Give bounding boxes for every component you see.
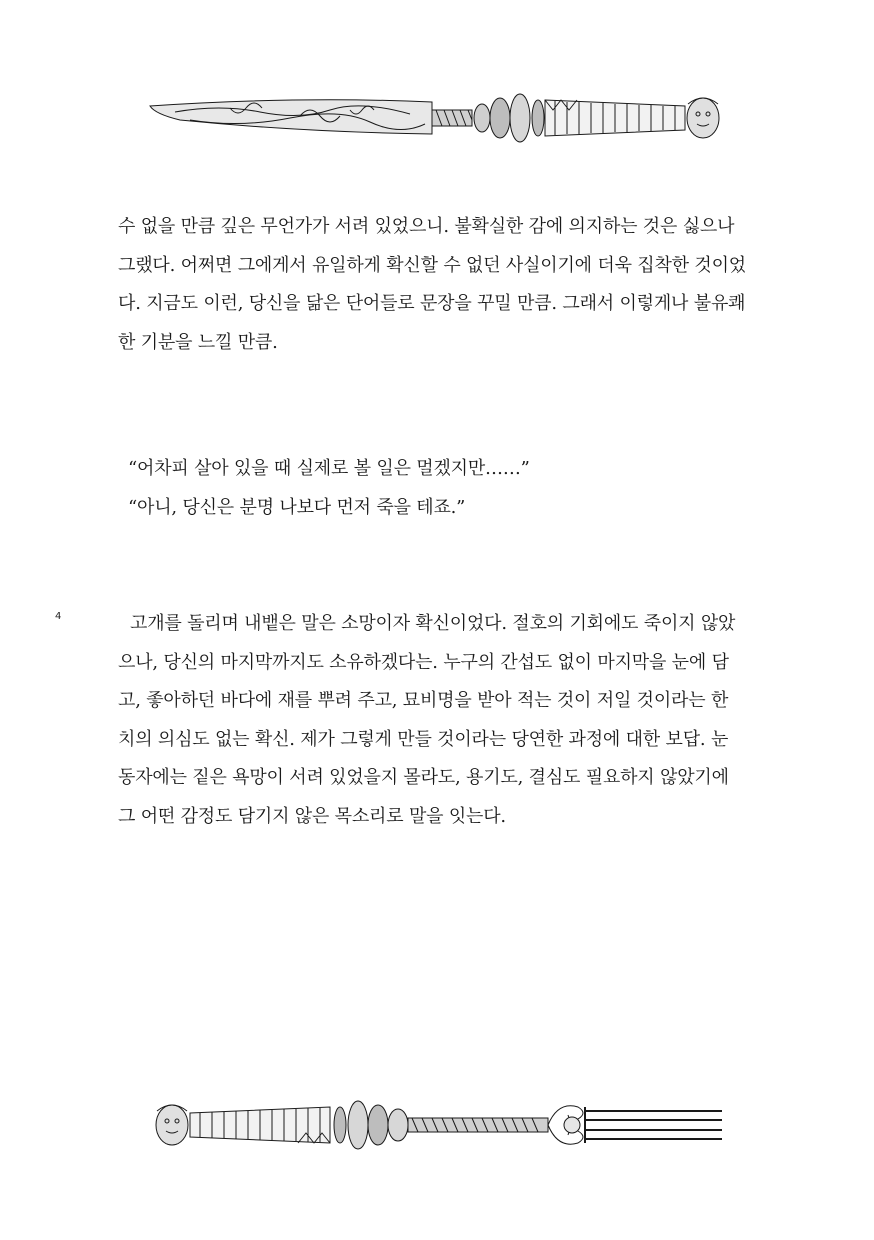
- fork-illustration: [0, 1095, 874, 1155]
- text-line: 수 없을 만큼 깊은 무언가가 서려 있었으니. 불확실한 감에 의지하는 것은 싫으나: [118, 216, 735, 237]
- text-line: 그 어떤 감정도 담기지 않은 목소리로 말을 잇는다.: [118, 805, 506, 827]
- paragraph-1: [118, 208, 758, 362]
- paragraph-2: [118, 605, 758, 836]
- dialogue-line: “아니, 당신은 분명 나보다 먼저 죽을 테죠.”: [128, 496, 466, 518]
- text-line: 다. 지금도 이런, 당신을 닮은 단어들로 문장을 꾸밀 만큼. 그래서 이렇게나 불유쾌: [118, 293, 746, 314]
- text-line: 치의 의심도 없는 확신. 제가 그렇게 만들 것이라는 당연한 과정에 대한 보답. 눈: [118, 728, 729, 750]
- text-line: 한 기분을 느낄 만큼.: [118, 331, 278, 353]
- knife-illustration: [0, 88, 874, 148]
- text-line: 으나, 당신의 마지막까지도 소유하겠다는. 누구의 간섭도 없이 마지막을 눈에 담: [118, 651, 729, 673]
- text-line: 그랬다. 어쩌면 그에게서 유일하게 확신할 수 없던 사실이기에 더욱 집착한 것이었: [118, 254, 746, 276]
- dialogue: [128, 450, 768, 527]
- text-line: 동자에는 짙은 욕망이 서려 있었을지 몰라도, 용기도, 결심도 필요하지 않았기에: [118, 767, 729, 788]
- dialogue-line: “어차피 살아 있을 때 실제로 볼 일은 멀겠지만……”: [128, 458, 530, 479]
- page-number: 4: [55, 611, 62, 622]
- text-line: 고개를 돌리며 내뱉은 말은 소망이자 확신이었다. 절호의 기회에도 죽이지 않았: [130, 613, 736, 634]
- text-line: 고, 좋아하던 바다에 재를 뿌려 주고, 묘비명을 받아 적는 것이 저일 것이라는 한: [118, 690, 729, 711]
